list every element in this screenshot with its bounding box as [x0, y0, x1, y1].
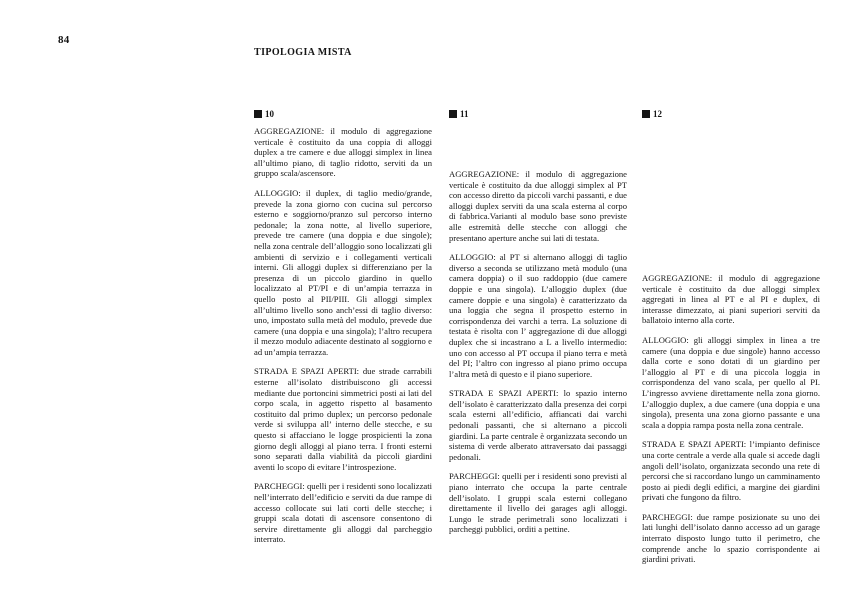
square-bullet-icon [642, 110, 650, 118]
column-text-10 [254, 126, 432, 554]
paragraph-parcheggi: PARCHEGGI: due rampe posizionate su uno dei lati lunghi dell’isolato danno accesso ad un garage interrato disposto lungo tutto il perimetro, che comprende anche lo spazio corrispondente ai giardini privati. [642, 511, 820, 565]
paragraph-alloggio: ALLOGGIO: al PT si alternano alloggi di taglio diverso a seconda se utilizzano metà modulo (una camera doppia) o il suo raddoppio (due camere doppie e una singola). L’alloggio duplex (due camere doppie e una singola) è caratterizzato da una loggia che segna il prospetto esterno in corrispondenza dei varchi a terra. La soluzione di testata è risolta con l’ aggregazione di due alloggi duplex che si incastrano a L a livello intermedio: uno con accesso al PT occupa il piano terra e metà del PI; l’altro con ingresso al piano primo occupa l’altra metà di questo e il piano superiore. [449, 252, 627, 379]
column-number: 11 [460, 109, 469, 119]
paragraph-aggregazione: AGGREGAZIONE: il modulo di aggregazione verticale è costituito da una coppia di alloggi duplex a tre camere e due alloggi simplex in linea all’ultimo piano, di taglio ridotto, serviti da un gruppo scala/ascensore. [254, 126, 432, 179]
column-text-12 [642, 273, 820, 574]
paragraph-alloggio: ALLOGGIO: gli alloggi simplex in linea a tre camere (una doppia e due singole) hanno accesso dalla corte e sono dotati di un giardino per l’alloggio al PT e di una piccola loggia in corrispondenza del vano scala, per quello al PI. L’ingresso avviene direttamente nella zona giorno. L’alloggio duplex, a due camere (una doppia e una singola), presenta una zona giorno passante e una scala a doppia rampa posta nella zona centrale. [642, 334, 820, 430]
paragraph-strada-spazi-aperti: STRADA E SPAZI APERTI: lo spazio interno dell’isolato è caratterizzato dalla presenza dei corpi scala esterni all’edificio, affiancati dai varchi pedonali passanti, che si alternano a piccoli giardini. La parte centrale è organizzata secondo un sistema di verde alberato attraversato dai passaggi pedonali. [449, 388, 627, 462]
paragraph-parcheggi: PARCHEGGI: quelli per i residenti sono localizzati nell’interrato dell’edificio e serviti da due rampe di accesso collocate sui lati corti delle stecche; i gruppi scala dotati di ascensore consentono di servire direttamente gli alloggi dal parcheggio interrato. [254, 481, 432, 545]
column-heading-11 [449, 109, 469, 119]
column-heading-12 [642, 109, 662, 119]
paragraph-strada-spazi-aperti: STRADA E SPAZI APERTI: due strade carrabili esterne all’isolato distribuiscono gli accessi mediante due portoncini simmetrici posti ai lati del corpo scala, in aggetto rispetto al basamento costituito dal primo duplex; un percorso pedonale verde si sviluppa all’ interno delle stecche, e su questo si affacciano le logge prospicienti la zona giorno degli alloggi al piano terra. I fronti esterni sono separati dalla viabilità da piccoli giardini aventi lo scopo di evitare l’introspezione. [254, 366, 432, 472]
square-bullet-icon [449, 110, 457, 118]
paragraph-alloggio: ALLOGGIO: il duplex, di taglio medio/grande, prevede la zona giorno con cucina sul percorso esterno e soggiorno/pranzo sul percorso interno pedonale; la zona notte, al livello superiore, prevede tre camere (una doppia e due singole); nella zona centrale dell’alloggio sono localizzati gli ambienti di servizio e i collegamenti verticali interni. Gli alloggi duplex si differenziano per la presenza di un piccolo giardino in quello localizzato al PT/PI e di un’ampia terrazza in quello posto al PII/PIII. Gli alloggi simplex all’ultimo livello sono anch’essi di taglio diverso: uno, impostato sulla metà del modulo, prevede due camere (una doppia e una singola); l’altro recupera il mezzo modulo adiacente destinato al soggiorno e ad un’ampia terrazza. [254, 187, 432, 357]
paragraph-aggregazione: AGGREGAZIONE: il modulo di aggregazione verticale è costituito da due alloggi simplex al PT con accesso diretto da piccoli varchi passanti, e due alloggi duplex serviti da una scala esterna al corpo di fabbrica.Varianti al modulo base sono previste alle estremità delle stecche con alloggi che presentano aperture anche sui lati di testata. [449, 169, 627, 243]
section-title: TIPOLOGIA MISTA [254, 47, 352, 58]
square-bullet-icon [254, 110, 262, 118]
column-heading-10 [254, 109, 274, 119]
paragraph-parcheggi: PARCHEGGI: quelli per i residenti sono previsti al piano interrato che occupa la parte centrale dell’isolato. I gruppi scala esterni collegano direttamente il livello dei garages agli alloggi. Lungo le strade perimetrali sono localizzati i parcheggi pubblici, orditi a pettine. [449, 471, 627, 535]
column-number: 12 [653, 109, 662, 119]
page-number: 84 [58, 34, 70, 46]
column-number: 10 [265, 109, 274, 119]
paragraph-strada-spazi-aperti: STRADA E SPAZI APERTI: l’impianto definisce una corte centrale a verde alla quale si accede dagli angoli dell’isolato, organizzata secondo una rete di percorsi che si raccordano lungo un camminamento posto ai piedi degli edifici, a margine dei giardini privati che fungono da filtro. [642, 439, 820, 503]
column-text-11 [449, 169, 627, 544]
paragraph-aggregazione: AGGREGAZIONE: il modulo di aggregazione verticale è costituito da due alloggi simplex aggregati in linea al PT e al PI e duplex, di interasse dimezzato, ai piani superiori serviti da ballatoio interno alla corte. [642, 273, 820, 326]
